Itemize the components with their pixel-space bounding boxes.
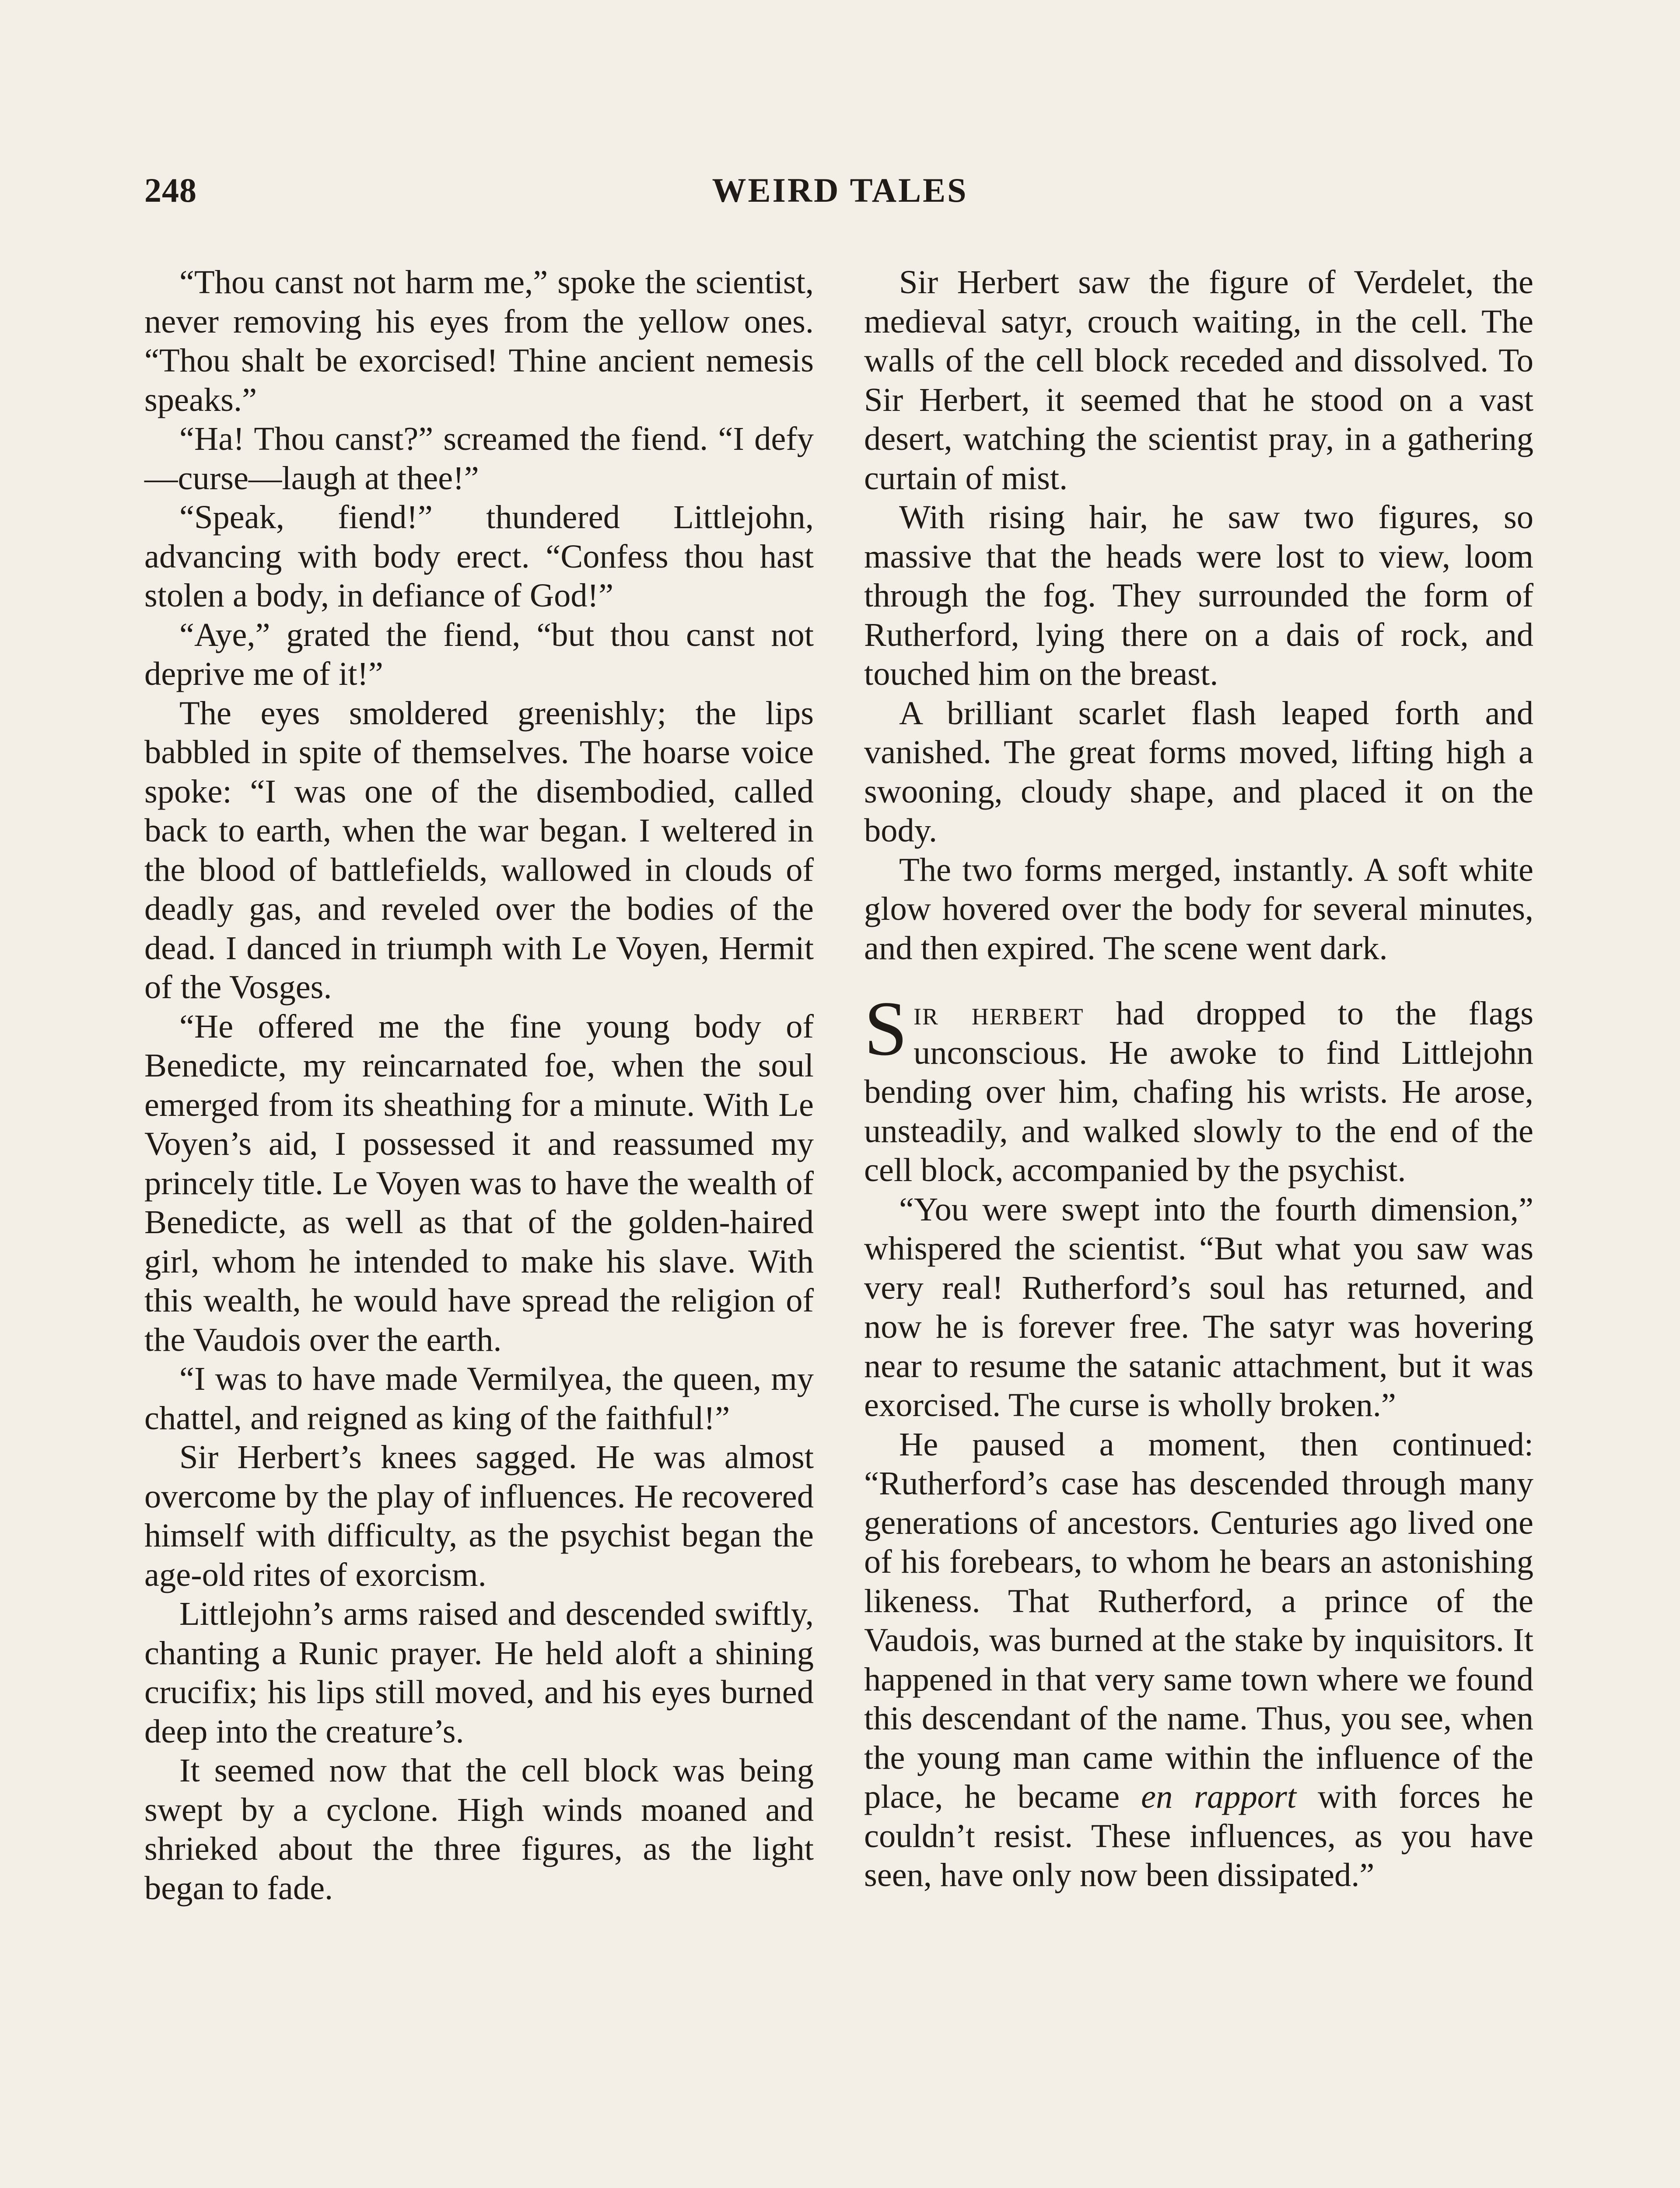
left-column: [144, 263, 814, 1907]
paragraph-text: He paused a moment, then continued: “Rutherford’s case has descended through many generations of ancestors. Centuries ago lived one of his forebears, to whom he bears an astonishing likeness. That Rutherford, a prince of the Vaudois, was burned at the stake by inquisitors. It happened in that very same town where we found this descendant of the name. Thus, you see, when the young man came within the influence of the place, he became: [864, 1425, 1533, 1815]
paragraph: Sir Herbert saw the figure of Verdelet, the medieval satyr, crouch waiting, in the cell. The walls of the cell block receded and dissolved. To Sir Herbert, it seemed that he stood on a vast desert, watching the scientist pray, in a gathering curtain of mist.: [864, 263, 1533, 497]
paragraph: “I was to have made Vermilyea, the queen, my chattel, and reigned as king of the faithful!”: [144, 1360, 814, 1437]
paragraph: Sir Herbert’s knees sagged. He was almost overcome by the play of influences. He recovered himself with difficulty, as the psychist began the age-old rites of exorcism.: [144, 1438, 814, 1593]
paragraph: “Aye,” grated the fiend, “but thou canst not deprive me of it!”: [144, 616, 814, 692]
paragraph: With rising hair, he saw two figures, so massive that the heads were lost to view, loom through the fog. They surrounded the form of Rutherford, lying there on a dais of rock, and touched him on the breast.: [864, 498, 1533, 692]
page-number: 248: [144, 171, 197, 209]
running-title: WEIRD TALES: [712, 171, 968, 209]
paragraph: “You were swept into the fourth dimension,” whispered the scientist. “But what you saw was very real! Rutherford’s soul has returned, and now he is forever free. The satyr was hovering near to resume the satanic attachment, but it was exorcised. The curse is wholly broken.”: [864, 1190, 1533, 1424]
final-paragraph: [864, 1425, 1533, 1895]
page-header: [144, 171, 1536, 219]
small-caps-lead: ir herbert: [914, 995, 1084, 1032]
paragraph-text: had dropped to the flags unconscious. He awoke to find Littlejohn bending over him, chafing his wrists. He arose, unsteadily, and walked slowly to the end of the cell block, accompanied by the psychist.: [864, 995, 1533, 1189]
section-start-paragraph: [864, 985, 1533, 1190]
paragraph: A brilliant scarlet flash leaped forth and vanished. The great forms moved, lifting high a swooning, cloudy shape, and placed it on the body.: [864, 694, 1533, 849]
paragraph: The eyes smoldered greenishly; the lips babbled in spite of themselves. The hoarse voice spoke: “I was one of the disembodied, called back to earth, when the war began. I weltered in the blood of battlefields, wallowed in clouds of deadly gas, and reveled over the bodies of the dead. I danced in triumph with Le Voyen, Hermit of the Vosges.: [144, 694, 814, 1006]
paragraph: Littlejohn’s arms raised and descended swiftly, chanting a Runic prayer. He held aloft a shining crucifix; his lips still moved, and his eyes burned deep into the creature’s.: [144, 1595, 814, 1750]
right-column: [864, 263, 1533, 1895]
paragraph-text: with forces he couldn’t resist. These influences, as you have seen, have only now been dissipated.”: [864, 1778, 1533, 1893]
paragraph: “Ha! Thou canst?” screamed the fiend. “I defy—curse—laugh at thee!”: [144, 420, 814, 497]
paragraph: It seemed now that the cell block was being swept by a cyclone. High winds moaned and shrieked about the three figures, as the light began to fade.: [144, 1752, 814, 1907]
paragraph: “He offered me the fine young body of Benedicte, my reincarnated foe, when the soul emerged from its sheathing for a minute. With Le Voyen’s aid, I possessed it and reassumed my princely title. Le Voyen was to have the wealth of Benedicte, as well as that of the golden-haired girl, whom he intended to make his slave. With this wealth, he would have spread the religion of the Vaudois over the earth.: [144, 1007, 814, 1358]
paragraph: “Speak, fiend!” thundered Littlejohn, advancing with body erect. “Confess thou hast stolen a body, in defiance of God!”: [144, 498, 814, 614]
drop-cap: S: [864, 985, 907, 1072]
italic-phrase: en rapport: [1141, 1778, 1297, 1815]
paragraph: “Thou canst not harm me,” spoke the scientist, never removing his eyes from the yellow ones. “Thou shalt be exorcised! Thine ancient nemesis speaks.”: [144, 263, 814, 418]
paragraph: The two forms merged, instantly. A soft white glow hovered over the body for several minutes, and then expired. The scene went dark.: [864, 851, 1533, 967]
